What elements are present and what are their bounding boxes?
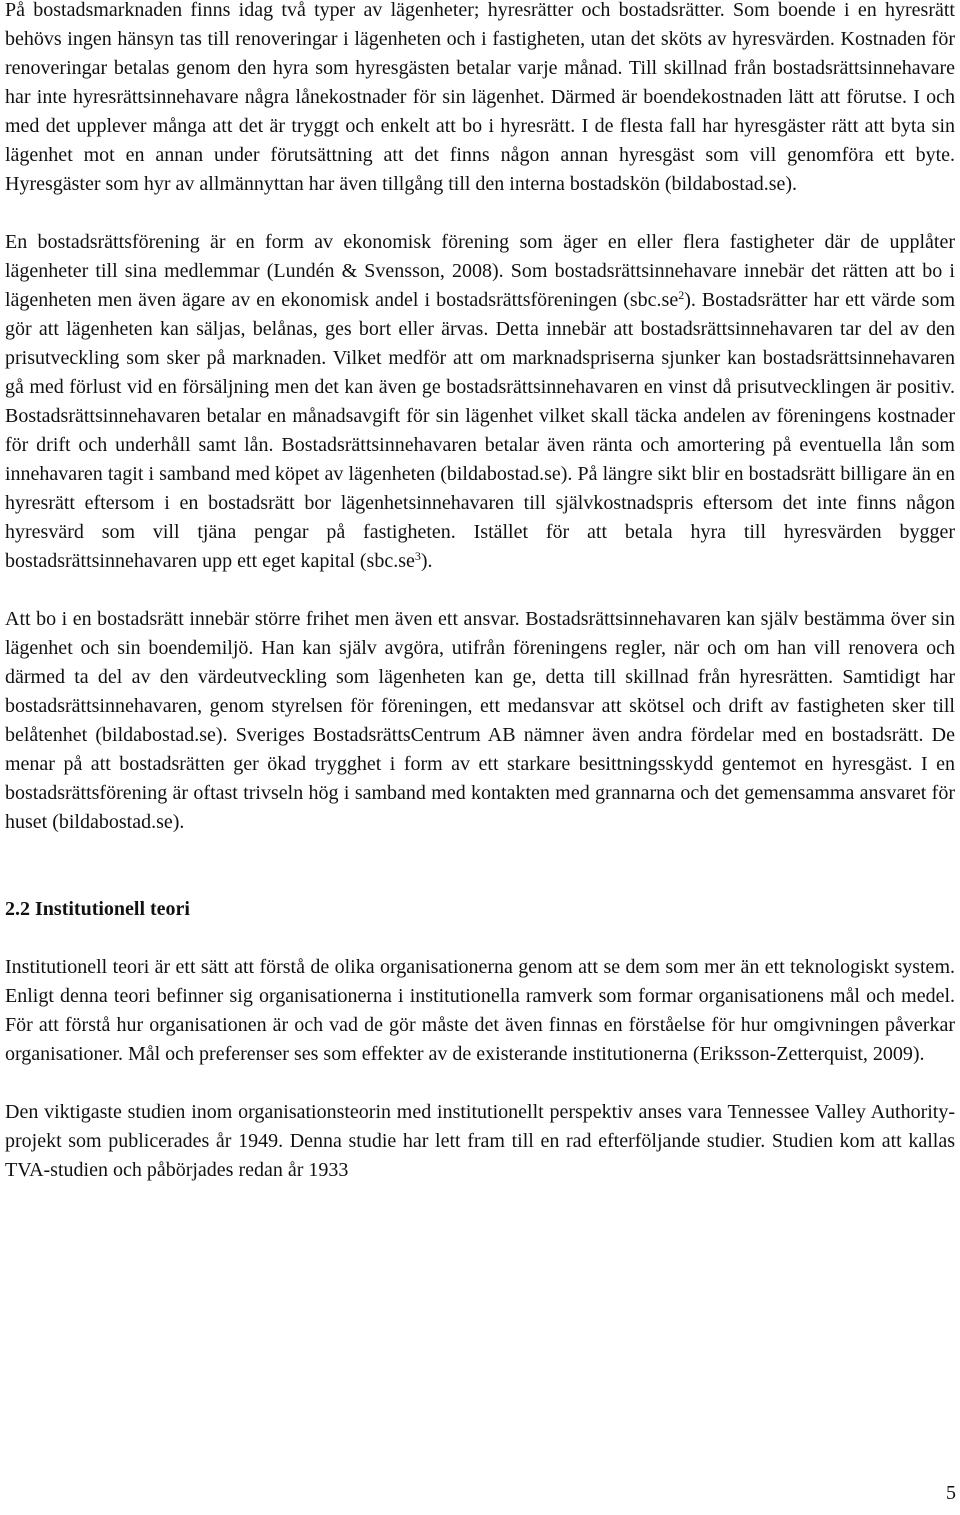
footnote-marker: 3 bbox=[414, 549, 421, 563]
paragraph-housing-market: På bostadsmarknaden finns idag två typer av lägenheter; hyresrätter och bostadsrätter. Som boende i en hyresrätt behövs ingen hänsyn tas till renoveringar i lägenheten och i fastigheten, utan det sköts av hyresvärden. Kostnaden för renoveringar betalas genom den hyra som hyresgästen betalar varje månad. Till skillnad från bostadsrättsinnehavare har inte hyresrättsinnehavare några lånekostnader för sin lägenhet. Därmed är boendekostnaden lätt att förutse. I och med det upplever många att det är tryggt och enkelt att bo i hyresrätt. I de flesta fall har hyresgäster rätt att byta sin lägenhet mot en annan under förutsättning att det finns någon annan hyresgäst som vill genomföra ett byte. Hyresgäster som hyr av allmännyttan har även tillgång till den interna bostadskön (bildabostad.se). bbox=[5, 0, 955, 195]
paragraph-text-part: En bostadsrättsförening är en form av ekonomisk förening som äger en eller flera fastigheter där de upplåter lägenheter till sina medlemmar (Lundén & Svensson, 2008). Som bostadsrättsinnehavare innebär det rätten att bo i lägenheten men även ägare av en ekonomisk andel i bostadsrättsföreningen (sbc.se bbox=[5, 231, 955, 311]
paragraph-tva-study: Den viktigaste studien inom organisationsteorin med institutionellt perspektiv anses vara Tennessee Valley Authority- projekt som publicerades år 1949. Denna studie har lett fram till en rad efterföljande studier. Studien kom att kallas TVA-studien och påbörjades redan år 1933 bbox=[5, 1101, 955, 1181]
section-heading: 2.2 Institutionell teori bbox=[5, 898, 190, 920]
page-number: 5 bbox=[946, 1482, 956, 1504]
paragraph-text-part: ). bbox=[420, 550, 433, 572]
paragraph-bostadsrattsforening bbox=[5, 228, 955, 576]
footnote-marker: 2 bbox=[678, 288, 685, 302]
paragraph-text-part: ). Bostadsrätter har ett värde som gör att lägenheten kan säljas, belånas, ges bort eller ärvas. Detta innebär att bostadsrättsinnehavaren tar del av den prisutveckling som sker på marknaden. Vilket medför att om marknadspriserna sjunker kan bostadsrättsinnehavaren gå med förlust vid en försäljning men det kan även ge bostadsrättsinnehavaren en vinst då prisutvecklingen är positiv. Bostadsrättsinnehavaren betalar en månadsavgift för sin lägenhet vilket skall täcka andelen av föreningens kostnader för drift och underhåll samt lån. Bostadsrättsinnehavaren betalar även ränta och amortering på eventuella lån som innehavaren tagit i samband med köpet av lägenheten (bildabostad.se). På längre sikt blir en bostadsrätt billigare än en hyresrätt eftersom i en bostadsrätt bor lägenhetsinnehavaren till självkostnadspris eftersom det inte finns någon hyresvärd som vill tjäna pengar på fastigheten. Istället för att betala hyra till hyresvärden bygger bostadsrättsinnehavaren upp ett eget kapital (sbc.se bbox=[5, 289, 956, 572]
document-page bbox=[5, 0, 955, 1185]
paragraph-freedom-responsibility: Att bo i en bostadsrätt innebär större frihet men även ett ansvar. Bostadsrättsinnehavaren kan själv bestämma över sin lägenhet och sin boendemiljö. Han kan själv avgöra, utifrån föreningens regler, när och om han vill renovera och därmed ta del av den värdeutveckling som lägenheten kan ge, detta till skillnad från hyresrätten. Samtidigt har bostadsrättsinnehavaren, genom styrelsen för föreningen, ett medansvar att skötsel och drift av fastigheten sker till belåtenhet (bildabostad.se). Sveriges BostadsrättsCentrum AB nämner även andra fördelar med en bostadsrätt. De menar på att bostadsrätten ger ökad trygghet i form av ett starkare besittningsskydd gentemot en hyresgäst. I en bostadsrättsförening är oftast trivseln hög i samband med kontakten med grannarna och det gemensamma ansvaret för huset (bildabostad.se). bbox=[5, 608, 955, 833]
paragraph-institutional-theory: Institutionell teori är ett sätt att förstå de olika organisationerna genom att se dem som mer än ett teknologiskt system. Enligt denna teori befinner sig organisationerna i institutionella ramverk som formar organisationens mål och medel. För att förstå hur organisationen är och vad de gör måste det även finnas en förståelse för hur omgivningen påverkar organisationer. Mål och preferenser ses som effekter av de existerande institutionerna (Eriksson-Zetterquist, 2009). bbox=[5, 956, 955, 1065]
